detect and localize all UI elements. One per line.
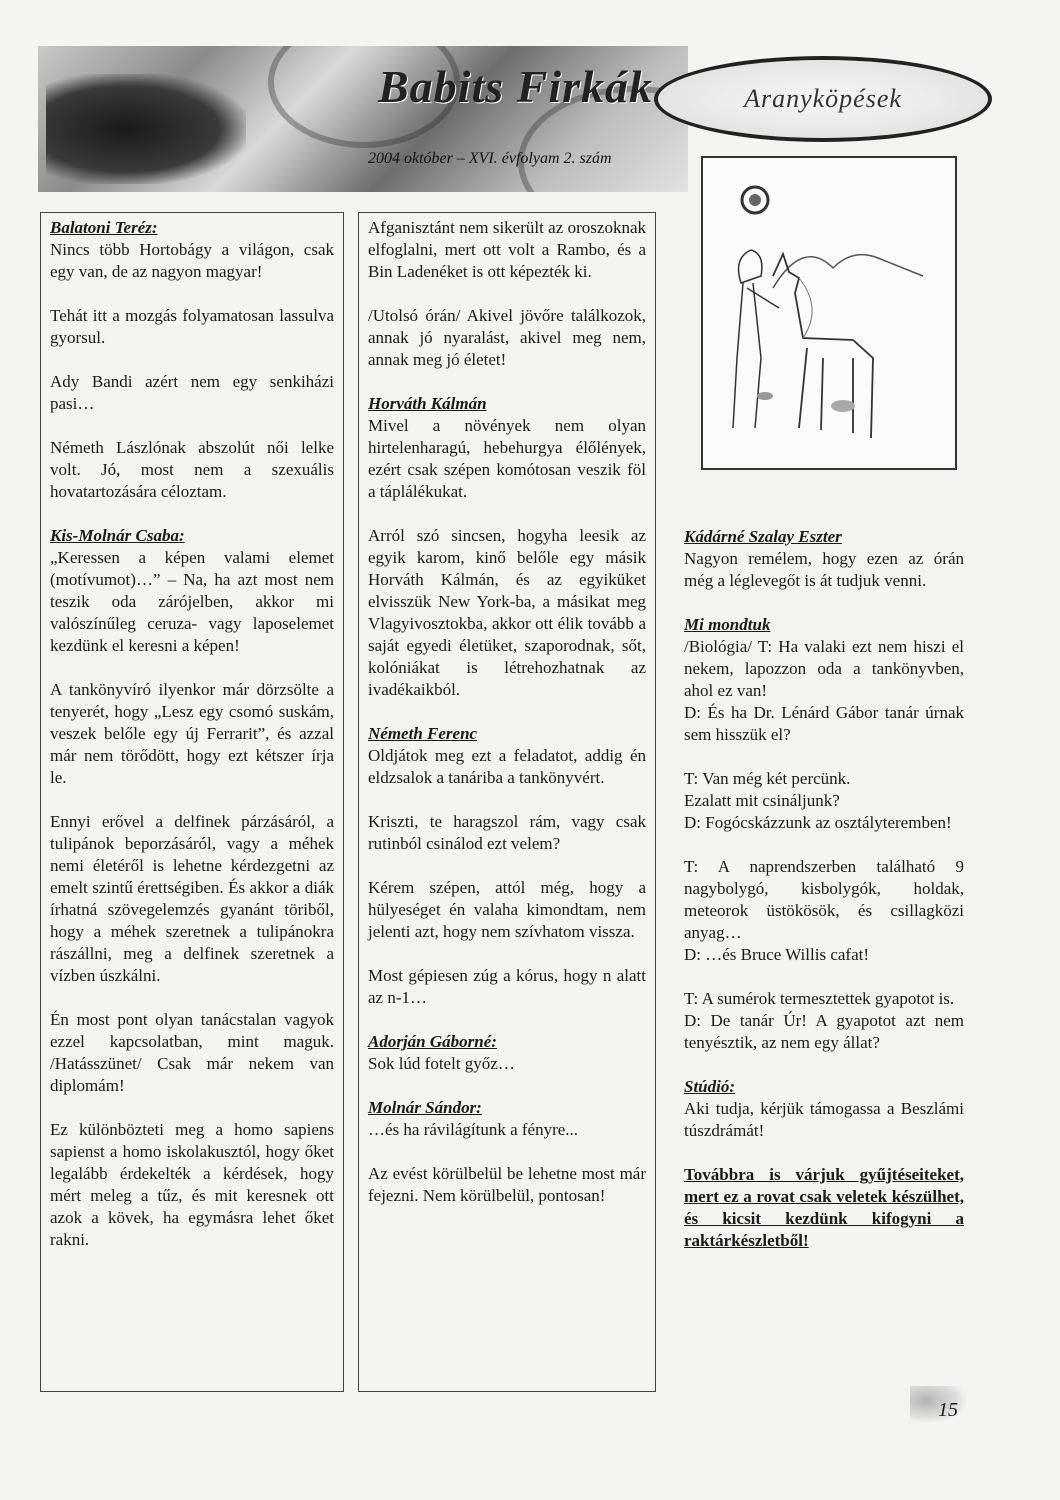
quote-author: Balatoni Teréz: xyxy=(50,218,158,237)
quote-text: Tehát itt a mozgás folyamatosan lassulva gyorsul. xyxy=(50,306,334,347)
quote-text: Nagyon remélem, hogy ezen az órán még a léglevegőt is át tudjuk venni. xyxy=(684,549,964,590)
quote-text: Ennyi erővel a delfinek párzásáról, a tulipánok beporzásáról, vagy a méhek nemi életéről is lehetne kérdezgetni az emelt szintű érettségiben. És akkor a diák írhatná szövegelemzés gyanánt töriből, hogy a méhek szeretnek a tulipánokra rászállni, meg a delfinek szeretnek a vízben úszkálni. xyxy=(50,812,334,985)
quote-text: Németh Lászlónak abszolút női lelke volt. Jó, most nem a szexuális hovatartozására céloztam. xyxy=(50,438,334,501)
quote-text: Én most pont olyan tanácstalan vagyok ezzel kapcsolatban, mint maguk. /Hatásszünet/ Csak már nekem van diplomám! xyxy=(50,1010,334,1095)
quote-text: „Keressen a képen valami elemet (motívumot)…” – Na, ha azt most nem teszik oda zárójelben, akkor mi valószínűleg ceruza- vagy laposelemet kezdünk el keresni a képen! xyxy=(50,548,334,655)
column-1 xyxy=(40,212,344,1392)
quote-author: Németh Ferenc xyxy=(368,724,478,743)
quote-text: Ady Bandi azért nem egy senkiházi pasi… xyxy=(50,372,334,413)
column-2 xyxy=(358,212,656,1392)
dialogue-line: D: Fogócskázzunk az osztályteremben! xyxy=(684,813,952,832)
masthead-banner xyxy=(38,46,688,192)
dialogue-line: Ezalatt mit csináljunk? xyxy=(684,791,840,810)
quote-author: Kis-Molnár Csaba: xyxy=(50,526,185,545)
car-illustration xyxy=(46,74,246,184)
quote-text: Arról szó sincsen, hogyha leesik az egyik karom, kinő belőle egy másik Horváth Kálmán, és az egyiküket elvisszük New York-ba, a másikat meg Vlagyivosztokba, akkor ott élik tovább a saját egyedi életüket, szaporodnak, sőt, kolóniákat is létrehozhatnak az ivadékaikból. xyxy=(368,526,646,699)
dialogue-line: /Biológia/ T: Ha valaki ezt nem hiszi el nekem, lapozzon oda a tankönyvben, ahol ez van! xyxy=(684,637,964,700)
quote-author: Mi mondtuk xyxy=(684,615,771,634)
quote-text: Ez különbözteti meg a homo sapiens sapienst a homo iskolakusztól, hogy őket legalább érdekelték a kérdések, hogy mért meleg a tűz, és mit keresnek ott azok a kövek, ha egymásra lehet őket rakni. xyxy=(50,1120,334,1249)
dialogue-line: T: A naprendszerben található 9 nagybolygó, kisbolygók, holdak, meteorok üstökösök, és csillagközi anyag… xyxy=(684,857,964,942)
quote-author: Stúdió: xyxy=(684,1077,736,1096)
quote-text: /Utolsó órán/ Akivel jövőre találkozok, annak jó nyaralást, akivel meg nem, annak meg jó életet! xyxy=(368,306,646,369)
quote-text: Oldjátok meg ezt a feladatot, addig én eldzsalok a tanáriba a tankönyvért. xyxy=(368,746,646,787)
quote-text: Az evést körülbelül be lehetne most már fejezni. Nem körülbelül, pontosan! xyxy=(368,1164,646,1205)
quote-text: Kérem szépen, attól még, hogy a hülyeséget én valaha kimondtam, nem jelenti azt, hogy nem szívhatom vissza. xyxy=(368,878,646,941)
quote-text: A tankönyvíró ilyenkor már dörzsölte a tenyerét, hogy „Lesz egy csomó suskám, veszek belőle egy új Ferrarit”, és azzal már nem törődött, hogy ezt kétszer írja le. xyxy=(50,680,334,787)
dialogue-line: D: De tanár Úr! A gyapotot azt nem tenyésztik, az nem egy állat? xyxy=(684,1011,964,1052)
quote-text: Mivel a növények nem olyan hirtelenharagú, hebehurgya élőlények, ezért csak szépen komótosan veszik föl a táplálékukat. xyxy=(368,416,646,501)
masthead-title: Babits Firkák xyxy=(378,61,654,112)
masthead-subtitle: 2004 október – XVI. évfolyam 2. szám xyxy=(368,150,612,167)
dialogue-line: D: És ha Dr. Lénárd Gábor tanár úrnak sem hisszük el? xyxy=(684,703,964,744)
dialogue-line: T: A sumérok termesztettek gyapotot is. xyxy=(684,989,955,1008)
quote-text: Aki tudja, kérjük támogassa a Beszlámi túszdrámát! xyxy=(684,1099,964,1140)
quote-text: Most gépiesen zúg a kórus, hogy n alatt az n-1… xyxy=(368,966,646,1007)
dialogue-line: T: Van még két percünk. xyxy=(684,769,851,788)
closing-note: Továbbra is várjuk gyűjtéseiteket, mert ez a rovat csak veletek készülhet, és kicsit kezdünk kifogyni a raktárkészletből! xyxy=(684,1165,964,1250)
page-number: 15 xyxy=(910,1386,966,1422)
quote-author: Molnár Sándor: xyxy=(368,1098,482,1117)
quote-text: Sok lúd fotelt győz… xyxy=(368,1054,515,1073)
section-title-ellipse xyxy=(654,56,992,142)
quote-author: Kádárné Szalay Eszter xyxy=(684,527,842,546)
dialogue-line: D: …és Bruce Willis cafat! xyxy=(684,945,869,964)
quote-text: …és ha rávilágítunk a fényre... xyxy=(368,1120,579,1139)
quote-author: Adorján Gáborné: xyxy=(368,1032,497,1051)
llama-illustration xyxy=(703,158,951,464)
quote-text: Afganisztánt nem sikerült az oroszoknak elfoglalni, mert ott volt a Rambo, és a Bin Ladenéket is ott képezték ki. xyxy=(368,218,646,281)
quote-author: Horváth Kálmán xyxy=(368,394,487,413)
quote-text: Nincs több Hortobágy a világon, csak egy van, de az nagyon magyar! xyxy=(50,240,334,281)
llama-illustration-frame xyxy=(701,156,957,470)
quote-text: Kriszti, te haragszol rám, vagy csak rutinból csinálod ezt velem? xyxy=(368,812,646,853)
section-title: Aranyköpések xyxy=(744,84,902,113)
column-3 xyxy=(672,522,976,1278)
